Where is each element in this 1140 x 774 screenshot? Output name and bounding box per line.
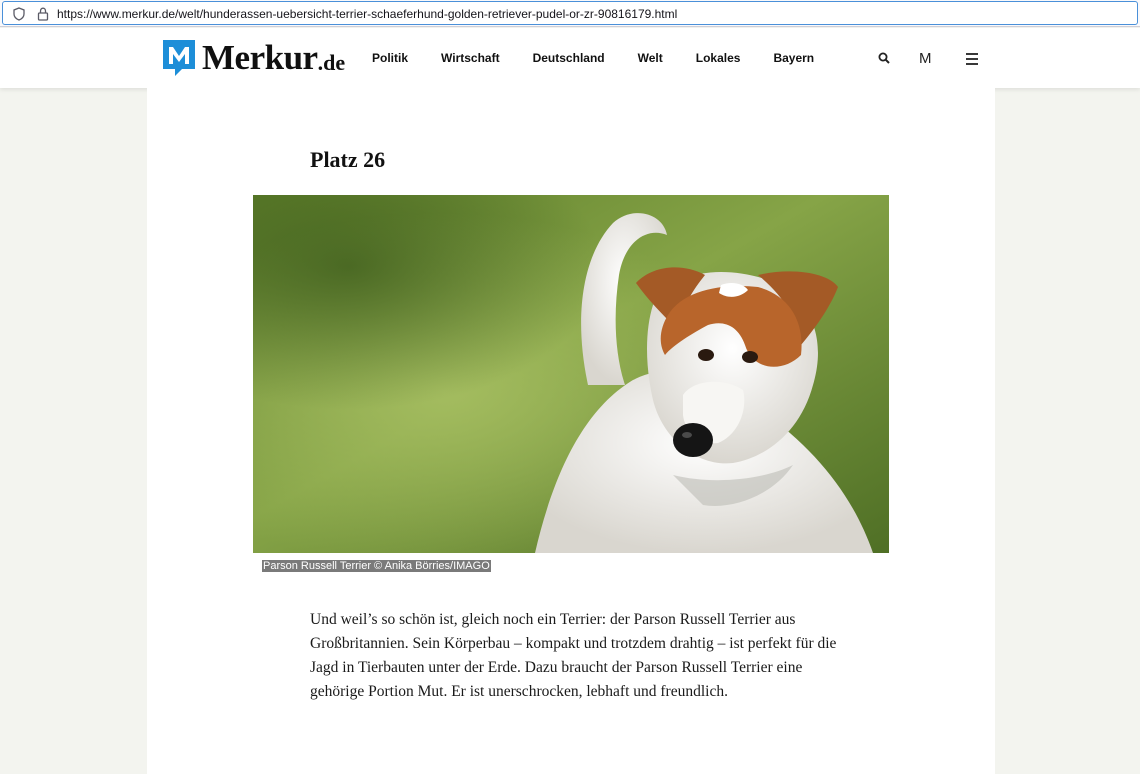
logo-tld: .de [317, 49, 346, 75]
url-text[interactable]: https://www.merkur.de/welt/hunderassen-uebersicht-terrier-schaeferhund-golden-retriever-pudel-or-zr-90816179.html [57, 7, 678, 21]
main-nav [372, 51, 847, 65]
site-header [0, 28, 1140, 88]
article-heading: Platz 26 [310, 147, 386, 172]
nav-item-wirtschaft[interactable]: Wirtschaft [441, 51, 500, 65]
article-paragraph: Und weil’s so schön ist, gleich noch ein Terrier: der Parson Russell Terrier aus Großbritannien. Sein Körperbau – kompakt und trotzdem drahtig – ist perfekt für die Jagd in Tierbauten unter der Erde. Dazu braucht der Parson Russell Terrier eine gehörige Portion Mut. Er ist unerschrocken, lebhaft und freundlich. [310, 611, 837, 700]
photo-caption: Parson Russell Terrier © Anika Börries/IMAGO [263, 560, 490, 572]
nav-item-bayern[interactable]: Bayern [773, 51, 815, 65]
m-icon[interactable]: M [919, 50, 932, 67]
article-content [147, 88, 995, 774]
lock-icon[interactable] [37, 7, 49, 21]
article-photo[interactable] [253, 195, 889, 553]
browser-address-bar [0, 0, 1140, 27]
search-icon[interactable] [876, 50, 894, 68]
merkur-logo[interactable] [162, 38, 345, 78]
logo-text: Merkur [202, 38, 318, 77]
nav-item-welt[interactable]: Welt [637, 51, 663, 65]
nav-item-deutschland[interactable]: Deutschland [532, 51, 605, 65]
merkur-logo-icon [162, 39, 196, 77]
menu-icon[interactable] [964, 50, 982, 68]
url-field[interactable] [2, 1, 1138, 25]
shield-icon[interactable] [13, 7, 25, 21]
nav-item-lokales[interactable]: Lokales [695, 51, 741, 65]
terrier-photo [253, 195, 889, 553]
nav-item-politik[interactable]: Politik [372, 51, 409, 65]
